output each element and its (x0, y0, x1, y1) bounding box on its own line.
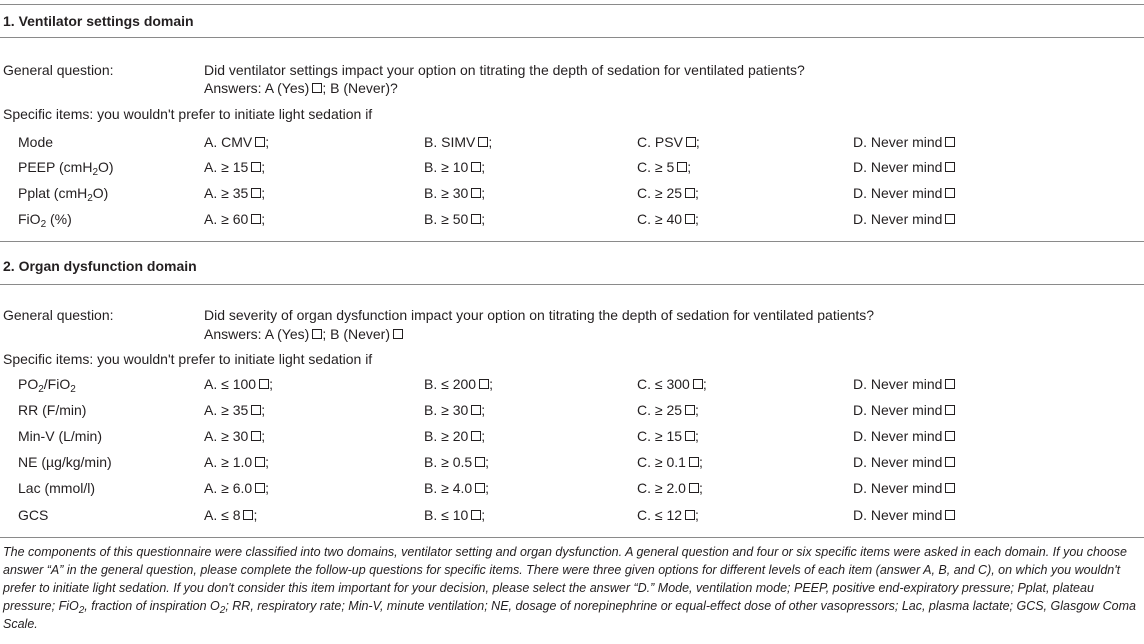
option-c: C. ≥ 2.0 ; (637, 480, 703, 496)
option-a: A. CMV ; (204, 134, 270, 150)
option-b: B. ≤ 200 ; (424, 376, 493, 392)
option-d: D. Never mind (853, 375, 955, 393)
checkbox-icon (471, 405, 481, 415)
checkbox-icon (251, 431, 261, 441)
row-label-mode: Mode (18, 134, 54, 150)
checkbox-icon (393, 329, 403, 339)
option-b: B. ≥ 0.5 ; (424, 454, 490, 470)
checkbox-icon (685, 510, 695, 520)
checkbox-icon (689, 457, 699, 467)
checkbox-icon (945, 214, 955, 224)
answers-mid: ; B (Never) (322, 326, 390, 342)
section2-general-question: Did severity of organ dysfunction impact your option on titrating the depth of sedation for ventilated patients? (204, 307, 875, 323)
row-label-gcs: GCS (18, 507, 49, 523)
answers-prefix: Answers: A (Yes) (204, 326, 310, 342)
option-a: A. ≥ 15 ; (204, 159, 266, 175)
checkbox-icon (251, 188, 261, 198)
section2-specific-label: Specific items: you wouldn't prefer to initiate light sedation if (3, 351, 373, 367)
checkbox-icon (945, 483, 955, 493)
checkbox-icon (945, 162, 955, 172)
checkbox-icon (685, 405, 695, 415)
checkbox-icon (471, 510, 481, 520)
section1-general-label: General question: (3, 62, 114, 78)
section1-title: 1. Ventilator settings domain (3, 13, 194, 29)
option-d: D. Never mind (853, 453, 955, 471)
option-c: C. ≤ 12 ; (637, 507, 699, 523)
option-c: C. ≥ 5 ; (637, 159, 692, 175)
checkbox-icon (471, 431, 481, 441)
option-d: D. Never mind (853, 479, 955, 497)
checkbox-icon (312, 329, 322, 339)
option-b: B. ≤ 10 ; (424, 507, 486, 523)
option-d: D. Never mind (853, 184, 955, 202)
checkbox-icon (945, 431, 955, 441)
answers-mid: ; B (Never)? (322, 80, 398, 96)
checkbox-icon (479, 379, 489, 389)
section2-rule (0, 284, 1144, 285)
row-label-fio2: FiO$_2$ (%) (18, 211, 72, 230)
option-a: A. ≥ 1.0 ; (204, 454, 270, 470)
option-a: A. ≥ 35 ; (204, 185, 266, 201)
option-b: B. ≥ 30 ; (424, 185, 486, 201)
checkbox-icon (685, 188, 695, 198)
checkbox-icon (251, 162, 261, 172)
checkbox-icon (693, 379, 703, 389)
option-b: B. ≥ 4.0 ; (424, 480, 490, 496)
row-label-lac: Lac (mmol/l) (18, 480, 96, 496)
row-label-rr: RR (F/min) (18, 402, 87, 418)
answers-prefix: Answers: A (Yes) (204, 80, 310, 96)
option-a: A. ≤ 100 ; (204, 376, 273, 392)
option-a: A. ≥ 6.0 ; (204, 480, 270, 496)
table-footnote: The components of this questionnaire were classified into two domains, ventilator setting and organ dysfunction. A general question and four or six specific items were asked in each domain. If you choose answer “A” in the general question, please complete the follow-up questions for specific items. There were three given options for different levels of each item (answer A, B, and C), on which you wouldn't prefer to initiate light sedation. If you don't consider this item important for your decision, please select the answer “D.” Mode, ventilation mode; PEEP, positive end-expiratory pressure; Pplat, plateau pressure; FiO$_2$, fraction of inspiration $O_2$; RR, respiratory rate; Min-V, minute ventilation; NE, dosage of norepinephrine or equal-effect dose of other vasopressors; Lac, plasma lactate; GCS, Glasgow Coma Scale. (3, 545, 1136, 631)
checkbox-icon (945, 137, 955, 147)
checkbox-icon (945, 379, 955, 389)
checkbox-icon (686, 137, 696, 147)
section1-specific-label: Specific items: you wouldn't prefer to initiate light sedation if (3, 106, 373, 122)
checkbox-icon (689, 483, 699, 493)
checkbox-icon (945, 188, 955, 198)
checkbox-icon (251, 214, 261, 224)
row-label-ne: NE (µg/kg/min) (18, 454, 112, 470)
section1-general-question: Did ventilator settings impact your option on titrating the depth of sedation for ventilated patients? (204, 62, 805, 78)
option-c: C. PSV ; (637, 134, 700, 150)
bottom-rule (0, 537, 1144, 538)
option-a: A. ≥ 35 ; (204, 402, 266, 418)
row-label-pplat: Pplat (cmH$_2$O) (18, 185, 109, 204)
option-d: D. Never mind (853, 210, 955, 228)
section2-answers (204, 325, 403, 343)
option-c: C. ≥ 25 ; (637, 185, 699, 201)
option-b: B. ≥ 30 ; (424, 402, 486, 418)
option-c: C. ≥ 0.1 ; (637, 454, 703, 470)
checkbox-icon (685, 431, 695, 441)
checkbox-icon (471, 214, 481, 224)
option-b: B. ≥ 50 ; (424, 211, 486, 227)
checkbox-icon (945, 510, 955, 520)
checkbox-icon (945, 457, 955, 467)
checkbox-icon (255, 457, 265, 467)
option-c: C. ≥ 25 ; (637, 402, 699, 418)
section1-rule (0, 37, 1144, 38)
checkbox-icon (471, 188, 481, 198)
checkbox-icon (475, 483, 485, 493)
checkbox-icon (243, 510, 253, 520)
checkbox-icon (478, 137, 488, 147)
option-a: A. ≥ 30 ; (204, 428, 266, 444)
checkbox-icon (945, 405, 955, 415)
checkbox-icon (251, 405, 261, 415)
option-c: C. ≤ 300 ; (637, 376, 707, 392)
checkbox-icon (255, 137, 265, 147)
row-label-min-v: Min-V (L/min) (18, 428, 103, 444)
checkbox-icon (677, 162, 687, 172)
section2-general-label: General question: (3, 307, 114, 323)
top-rule (0, 4, 1144, 5)
checkbox-icon (471, 162, 481, 172)
checkbox-icon (312, 83, 322, 93)
option-a: A. ≥ 60 ; (204, 211, 266, 227)
option-c: C. ≥ 40 ; (637, 211, 699, 227)
section2-top-rule (0, 241, 1144, 242)
section1-answers (204, 79, 398, 97)
checkbox-icon (255, 483, 265, 493)
option-c: C. ≥ 15 ; (637, 428, 699, 444)
checkbox-icon (685, 214, 695, 224)
option-b: B. SIMV ; (424, 134, 493, 150)
option-d: D. Never mind (853, 158, 955, 176)
option-d: D. Never mind (853, 133, 955, 151)
row-label-peep: PEEP (cmH$_2$O) (18, 159, 114, 178)
option-a: A. ≤ 8 ; (204, 507, 258, 523)
option-b: B. ≥ 20 ; (424, 428, 486, 444)
checkbox-icon (475, 457, 485, 467)
option-d: D. Never mind (853, 506, 955, 524)
row-label-po2-fio2: $PO_2/FiO_2$ (18, 376, 76, 395)
checkbox-icon (259, 379, 269, 389)
option-b: B. ≥ 10 ; (424, 159, 486, 175)
option-d: D. Never mind (853, 427, 955, 445)
option-d: D. Never mind (853, 401, 955, 419)
section2-title: 2. Organ dysfunction domain (3, 258, 197, 274)
